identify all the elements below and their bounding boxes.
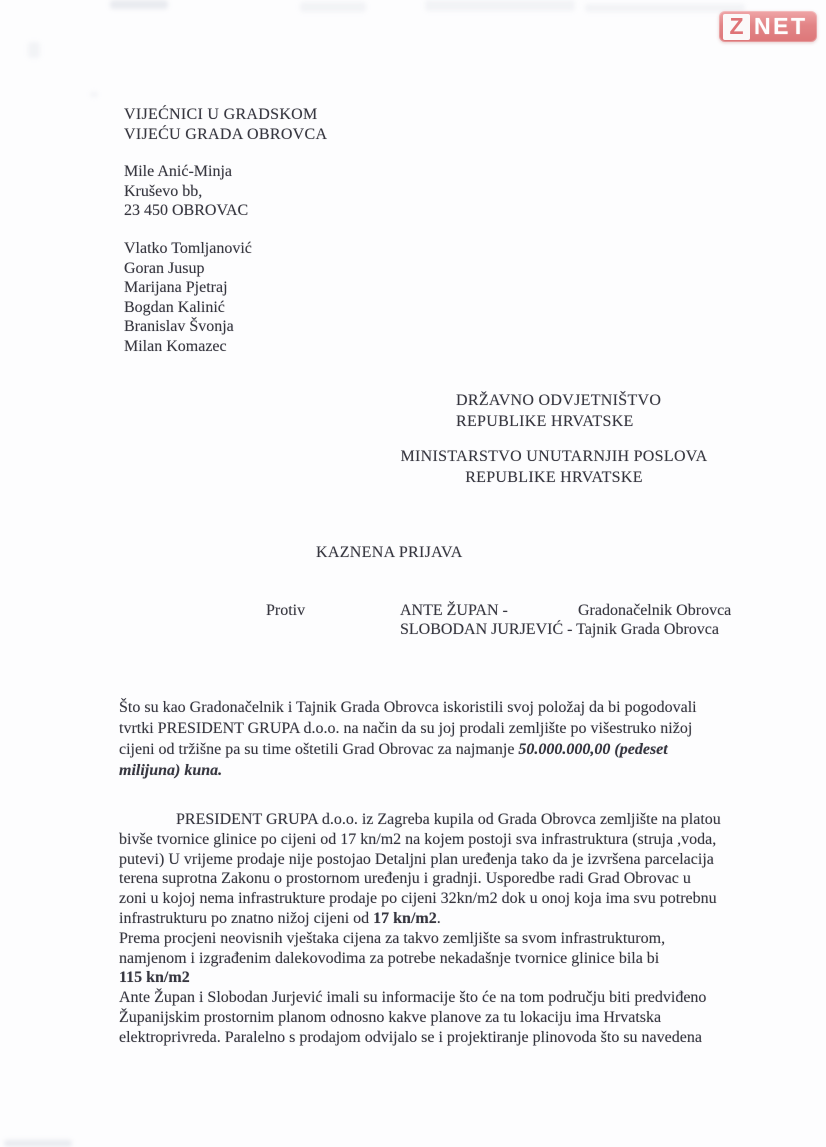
sender-name: Mile Anić-Minja <box>124 163 232 180</box>
paragraph-line: terena suprotna Zakonu o prostornom uređenju i gradnji. Usporedbe radi Grad Obrovac u <box>119 870 691 888</box>
znet-logo <box>719 11 817 42</box>
accused-2: SLOBODAN JURJEVIĆ - Tajnik Grada Obrovca <box>400 621 719 638</box>
councilors-block <box>124 239 252 357</box>
paragraph-text: infrastrukturu po znatno nižoj cijeni od <box>119 909 374 927</box>
paragraph-accusation <box>119 697 697 781</box>
paragraph-line: Županijskim prostornim planom odnosno kakve planove za tu lokaciju ima Hrvatska <box>119 1008 662 1026</box>
authority-line: REPUBLIKE HRVATSKE <box>456 412 634 430</box>
scan-artifact <box>425 0 575 11</box>
znet-logo-z-badge: Z <box>723 14 750 40</box>
scan-artifact <box>4 1140 72 1147</box>
paragraph-line: Što su kao Gradonačelnik i Tajnik Grada Obrovca iskoristili svoj položaj da bi pogodovali <box>119 699 697 716</box>
sender-city: 23 450 OBROVAC <box>124 202 249 220</box>
against-label: Protiv <box>266 602 306 619</box>
authority-state-attorney <box>456 391 661 432</box>
price-115kn: 115 kn/m2 <box>119 969 190 987</box>
damages-amount: 50.000.000,00 (pedeset <box>518 741 668 758</box>
paragraph-line: Ante Župan i Slobodan Jurjević imali su informacije što će na tom području biti predviđeno <box>119 989 707 1007</box>
paragraph-line: Prema procjeni neovisnih vještaka cijena za takvo zemljište sa svom infrastrukturom, <box>119 929 666 947</box>
paragraph-line: tvrtki PRESIDENT GRUPA d.o.o. na način da su joj prodali zemljište po višestruko nižoj <box>119 720 693 737</box>
councilor-name: Bogdan Kalinić <box>124 298 225 316</box>
paragraph-text: . <box>436 909 441 927</box>
authority-line: MINISTARSTVO UNUTARNJIH POSLOVA <box>400 448 708 465</box>
scan-artifact <box>110 0 168 9</box>
scan-artifact <box>585 4 745 12</box>
paragraph-line: elektroprivreda. Paralelno s prodajom odvijalo se i projektiranje plinovoda što su navedena <box>119 1028 702 1046</box>
znet-logo-net-text: NET <box>754 13 808 39</box>
councilor-name: Vlatko Tomljanović <box>124 240 252 257</box>
scan-artifact <box>300 2 366 12</box>
authority-line: DRŽAVNO ODVJETNIŠTVO <box>456 392 662 409</box>
scan-artifact <box>90 92 98 97</box>
sender-street: Kruševo bb, <box>124 182 203 200</box>
accused-1-name: ANTE ŽUPAN - <box>400 602 508 619</box>
authority-line: REPUBLIKE HRVATSKE <box>465 468 643 486</box>
price-17kn: 17 kn/m2 <box>373 909 437 927</box>
paragraph-line <box>119 739 697 760</box>
recipients-block <box>124 105 327 144</box>
damages-amount-continued: milijuna) kuna. <box>119 762 223 779</box>
document-title: KAZNENA PRIJAVA <box>316 544 463 561</box>
paragraph-line: putevi) U vrijeme prodaje nije postojao Detaljni plan uređenja tako da je izvršena parcelacija <box>119 850 714 868</box>
councilor-name: Goran Jusup <box>124 259 205 277</box>
councilor-name: Marijana Pjetraj <box>124 279 228 297</box>
sender-block <box>124 162 248 221</box>
scan-artifact <box>28 42 40 58</box>
paragraph-line: PRESIDENT GRUPA d.o.o. iz Zagreba kupila od Grada Obrovca zemljište na platou <box>176 811 721 828</box>
authority-ministry-interior <box>391 447 717 488</box>
paragraph-explanation <box>119 810 721 1048</box>
recipient-line: VIJEĆU GRADA OBROVCA <box>124 125 328 143</box>
paragraph-line: zoni u kojoj nema infrastrukture prodaje po cijeni 32kn/m2 dok u onoj koja ima svu potrebnu <box>119 890 717 908</box>
paragraph-text: cijeni od tržišne pa su time oštetili Grad Obrovac za najmanje <box>119 741 519 758</box>
councilor-name: Branislav Švonja <box>124 318 234 336</box>
recipient-line: VIJEĆNICI U GRADSKOM <box>124 106 318 123</box>
accused-1-role: Gradonačelnik Obrovca <box>578 602 732 619</box>
paragraph-line <box>119 909 721 929</box>
councilor-name: Milan Komazec <box>124 337 227 355</box>
paragraph-line: bivše tvornice glinice po cijeni od 17 kn/m2 na kojem postoji sva infrastruktura (struja ,voda, <box>119 830 717 848</box>
paragraph-line: namjenom i izgrađenim dalekovodima za potrebe nekadašnje tvornice glinice bila bi <box>119 949 660 967</box>
